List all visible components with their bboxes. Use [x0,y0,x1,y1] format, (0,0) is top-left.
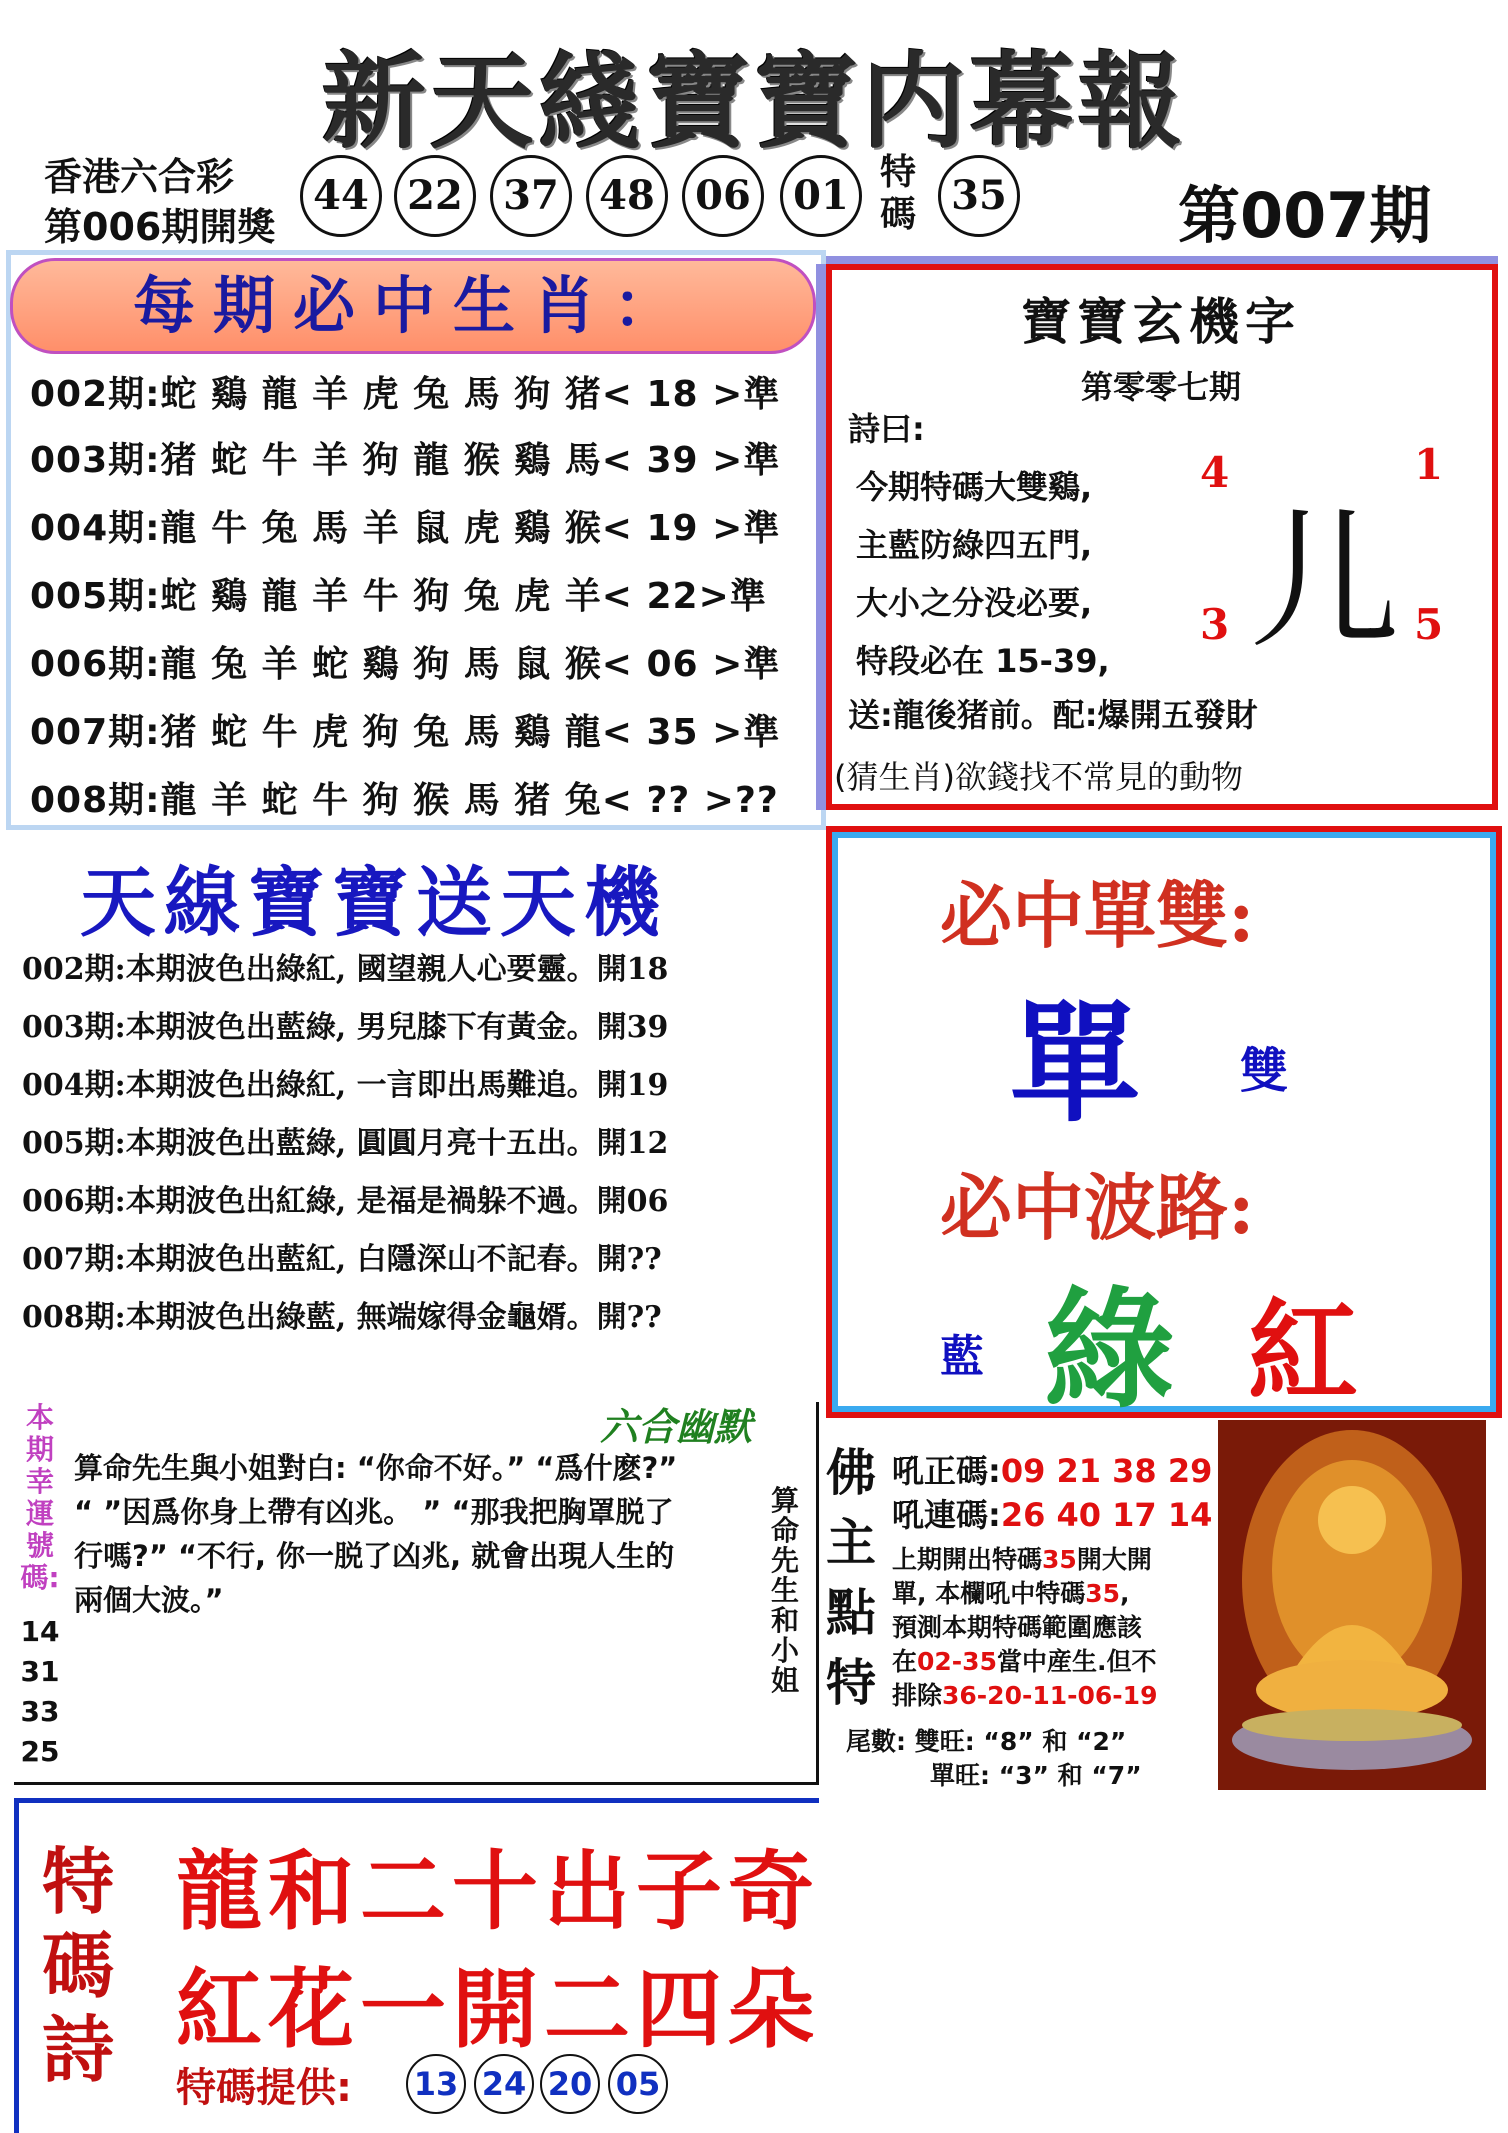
tip-value: 26 40 17 14 [1000,1496,1213,1534]
luck-label: 本期幸運號碼: [20,1401,60,1594]
zodiac-row: 008期:龍 羊 蛇 牛 狗 猴 馬 猪 兔< ?? >?? [30,780,779,821]
page-title: 新天綫寶寶内幕報 [321,40,1186,163]
wave-row: 003期:本期波色出藍綠, 男兒膝下有黃金。開39 [22,1010,669,1045]
draw-ball: 01 [780,155,862,237]
tip-text-part: , [1120,1579,1130,1608]
draw-ball: 06 [682,155,764,237]
special-label-2: 碼 [879,194,916,235]
double-result: 雙 [1240,1043,1289,1099]
tip-text-part: 排除 [892,1681,943,1710]
tip-text-part: 上期開出特碼 [892,1545,1043,1574]
riddle-character: 儿 [1250,495,1401,669]
tip-text-part: 開大開 [1076,1545,1152,1574]
humor-tag: 六合幽默 [600,1405,753,1449]
tip-text-part: 單, 本欄吼中特碼 [892,1579,1086,1608]
tip-text-highlight: 36-20-11-06-19 [942,1681,1158,1710]
draw-ball: 22 [394,155,476,237]
poem-line: 特段必在 15-39, [856,642,1110,680]
zodiac-row: 007期:猪 蛇 牛 虎 狗 兔 馬 鷄 龍< 35 >準 [30,712,781,753]
wave-path-heading: 必中波路: [940,1165,1255,1250]
tip-text-part: 在 [892,1647,918,1676]
riddle-number: 3 [1200,600,1230,649]
special-label-1: 特 [879,152,916,193]
tip-line [892,1490,1212,1536]
riddle-subtitle: 第零零七期 [1080,368,1241,406]
single-result: 單 [1010,987,1141,1140]
poem-line: 主藍防綠四五門, [856,526,1093,564]
special-poem-line: 龍和二十出子奇 [176,1841,820,1942]
zodiac-row: 003期:猪 蛇 牛 羊 狗 龍 猴 鷄 馬< 39 >準 [30,440,781,481]
provide-label: 特碼提供: [176,2065,352,2111]
riddle-hint: (猜生肖)欲錢找不常見的動物 [834,758,1243,796]
tip-text-part: 當中産生.但不 [996,1647,1157,1676]
wave-red: 紅 [1248,1287,1358,1416]
draw-ball: 48 [586,155,668,237]
riddle-title: 寶寶玄機字 [1021,292,1301,351]
luck-numbers [20,1612,60,1772]
riddle-number: 4 [1200,448,1230,497]
zodiac-row: 002期:蛇 鷄 龍 羊 虎 兔 馬 狗 猪< 18 >準 [30,374,781,415]
provide-ball: 24 [474,2054,534,2114]
riddle-number: 5 [1414,600,1444,649]
issue-number: 第007期 [1178,179,1432,252]
luck-number: 25 [20,1735,60,1768]
provide-ball: 13 [406,2054,466,2114]
tail-numbers: 尾數: 雙旺: “8” 和 “2” [846,1727,1127,1756]
riddle-number: 1 [1414,440,1444,489]
last-draw-label: 第006期開獎 [44,205,276,249]
draw-ball: 44 [300,155,382,237]
joke-line: 行嗎?” “不行, 你一脱了凶兆, 就會出現人生的 [74,1539,675,1573]
tip-text [892,1676,1157,1712]
tip-text: 預測本期特碼範圍應該 [892,1613,1143,1642]
tip-text [892,1642,1156,1678]
tip-label: 吼正碼: [892,1452,1001,1490]
wave-green: 綠 [1044,1273,1175,1426]
joke-line: “ ”因爲你身上帶有凶兆。 ” “那我把胸罩脱了 [74,1495,674,1529]
single-double-heading: 必中單雙: [940,873,1255,958]
tip-text-highlight: 35 [1042,1545,1077,1574]
poem-label: 詩曰: [848,410,925,448]
draw-info [44,152,275,252]
tip-line [892,1446,1212,1492]
tip-text [892,1574,1130,1610]
special-poem-char: 碼 [41,1923,114,2008]
wave-row: 005期:本期波色出藍綠, 圓圓月亮十五出。開12 [22,1126,669,1161]
buddha-label: 佛主點特 [826,1443,876,1712]
tip-text-highlight: 35 [1085,1579,1120,1608]
special-label [876,152,920,236]
wave-row: 004期:本期波色出綠紅, 一言即出馬難追。開19 [22,1068,669,1103]
wave-row: 008期:本期波色出綠藍, 無端嫁得金龜婿。開?? [22,1300,662,1335]
luck-number: 33 [20,1695,60,1728]
special-ball: 35 [938,155,1020,237]
special-poem-label [38,1840,118,2092]
special-poem-char: 特 [41,1839,114,1924]
tip-text-highlight: 02-35 [917,1647,997,1676]
tip-label: 吼連碼: [892,1496,1001,1534]
joke-line: 兩個大波。” [74,1583,224,1617]
zodiac-heading: 每期必中生肖： [10,258,816,354]
wave-row: 006期:本期波色出紅綠, 是福是禍躲不過。開06 [22,1184,669,1219]
wave-blue: 藍 [940,1331,984,1382]
zodiac-row: 005期:蛇 鷄 龍 羊 牛 狗 兔 虎 羊< 22>準 [30,576,767,617]
tip-value: 09 21 38 29 [1000,1452,1213,1490]
draw-ball: 37 [490,155,572,237]
wave-row: 007期:本期波色出藍紅, 白隱深山不記春。開?? [22,1242,662,1277]
tail-numbers: 單旺: “3” 和 “7” [930,1761,1142,1790]
poem-line: 今期特碼大雙鷄, [856,468,1093,506]
wave-row: 002期:本期波色出綠紅, 國望親人心要靈。開18 [22,952,669,987]
joke-side-label: 算命先生和小姐 [770,1484,799,1697]
provide-ball: 20 [540,2054,600,2114]
lottery-name: 香港六合彩 [44,155,235,199]
joke-line: 算命先生與小姐對白: “你命不好。” “爲什麽?” [74,1451,678,1485]
zodiac-row: 006期:龍 兔 羊 蛇 鷄 狗 馬 鼠 猴< 06 >準 [30,644,781,685]
luck-number: 31 [20,1655,60,1688]
tip-text [892,1540,1152,1576]
zodiac-row: 004期:龍 牛 兔 馬 羊 鼠 虎 鷄 猴< 19 >準 [30,508,781,549]
luck-number: 14 [20,1615,60,1648]
poem-line: 大小之分没必要, [856,584,1093,622]
heaven-title: 天線寶寶送天機 [80,858,668,947]
special-poem-line: 紅花一開二四朵 [176,1959,820,2060]
buddha-image [1218,1420,1486,1790]
riddle-send: 送:龍後猪前。配:爆開五發財 [848,696,1258,734]
special-poem-char: 詩 [41,2007,114,2092]
provide-ball: 05 [608,2054,668,2114]
